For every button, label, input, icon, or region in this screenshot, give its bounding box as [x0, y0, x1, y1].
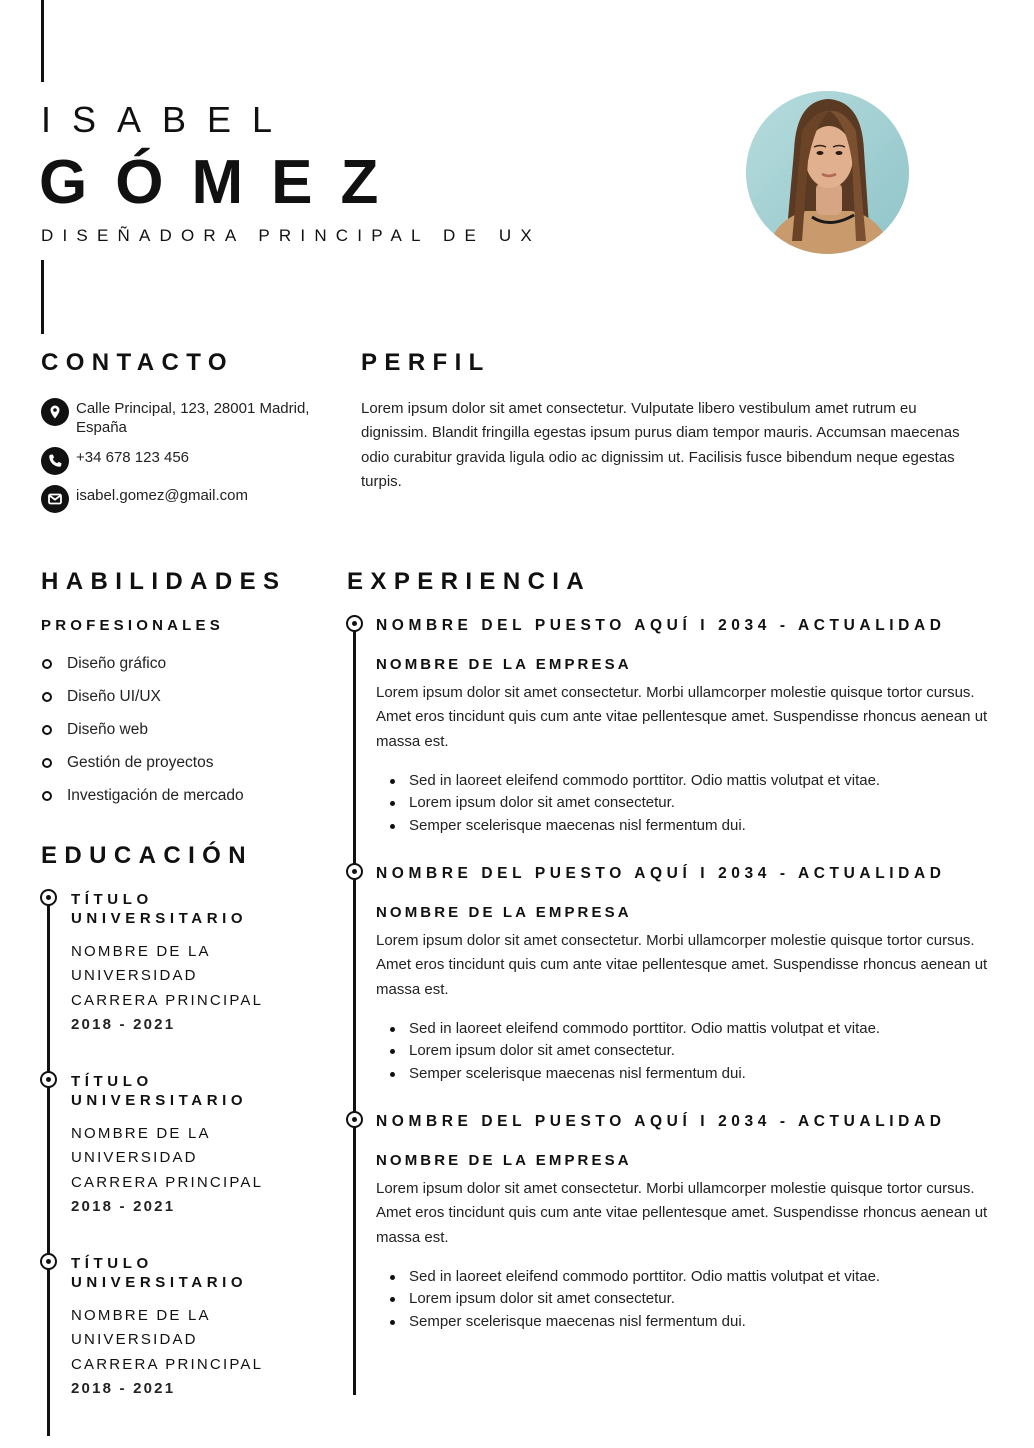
- job-bullets: [376, 1018, 996, 1086]
- job-heading: NOMBRE DEL PUESTO AQUÍ I 2034 - ACTUALIDAD: [376, 865, 946, 882]
- job-description: Lorem ipsum dolor sit amet consectetur. Morbi ullamcorper molestie quisque tortor cursus. Amet eros tincidunt quis cum ante vitae pellentesque amet. Suspendisse rhoncus aenean ut massa est.: [376, 684, 988, 750]
- experience-section-title: EXPERIENCIA: [347, 568, 592, 595]
- skill-item: [41, 713, 244, 746]
- contact-phone: [41, 447, 331, 475]
- last-name: GÓMEZ: [39, 148, 407, 217]
- job-bullets: [376, 1266, 996, 1334]
- bullet-item: Lorem ipsum dolor sit amet consectetur.: [409, 1040, 996, 1063]
- skill-label: Diseño UI/UX: [67, 687, 161, 705]
- years: 2018 - 2021: [71, 1197, 176, 1215]
- university-line1: NOMBRE DE LA: [71, 1125, 211, 1142]
- phone-icon: [41, 447, 69, 475]
- decorative-bar-bottom: [41, 260, 44, 334]
- contact-list: [41, 398, 331, 523]
- bullet-item: Lorem ipsum dolor sit amet consectetur.: [409, 1288, 996, 1311]
- university-line1: NOMBRE DE LA: [71, 1307, 211, 1324]
- job-description: Lorem ipsum dolor sit amet consectetur. Morbi ullamcorper molestie quisque tortor cursus. Amet eros tincidunt quis cum ante vitae pellentesque amet. Suspendisse rhoncus aenean ut massa est.: [376, 932, 988, 998]
- degree-line2: UNIVERSITARIO: [71, 910, 248, 927]
- major: CARRERA PRINCIPAL: [71, 1173, 264, 1191]
- bullet-item: Lorem ipsum dolor sit amet consectetur.: [409, 792, 996, 815]
- phone-text[interactable]: +34 678 123 456: [76, 449, 190, 466]
- skills-list: [41, 647, 244, 812]
- education-item: [71, 1254, 331, 1401]
- skills-section-title: HABILIDADES: [41, 568, 287, 595]
- university-name: [71, 1304, 331, 1401]
- major: CARRERA PRINCIPAL: [71, 991, 264, 1009]
- timeline-dot-icon: [40, 1071, 57, 1088]
- skill-label: Investigación de mercado: [67, 786, 244, 804]
- skill-label: Gestión de proyectos: [67, 753, 214, 771]
- circle-bullet-icon: [42, 659, 52, 669]
- circle-bullet-icon: [42, 692, 52, 702]
- timeline-dot-icon: [346, 863, 363, 880]
- address-text: Calle Principal, 123, 28001 Madrid, España: [76, 400, 310, 436]
- timeline-dot-icon: [40, 1253, 57, 1270]
- company-name: NOMBRE DE LA EMPRESA: [376, 904, 632, 921]
- education-section-title: EDUCACIÓN: [41, 842, 253, 869]
- first-name: ISABEL: [41, 99, 294, 140]
- profile-section-title: PERFIL: [361, 349, 491, 376]
- skill-item: [41, 680, 244, 713]
- profile-text: Lorem ipsum dolor sit amet consectetur. Vulputate libero vestibulum amet rutrum eu dignissim. Blandit fringilla egestas ipsum purus diam tempor mauris. Accumsan maecenas odio curabitur gravida ligula odio ac dignissim ut. Facilisis fusce bibendum neque egestas turpis.: [361, 400, 960, 490]
- university-name: [71, 1122, 331, 1219]
- university-name: [71, 940, 331, 1037]
- profile-photo: [746, 91, 909, 254]
- experience-item: [376, 1112, 996, 1333]
- bullet-item: Semper scelerisque maecenas nisl fermentum dui.: [409, 815, 996, 838]
- job-description: Lorem ipsum dolor sit amet consectetur. Morbi ullamcorper molestie quisque tortor cursus. Amet eros tincidunt quis cum ante vitae pellentesque amet. Suspendisse rhoncus aenean ut massa est.: [376, 1180, 988, 1246]
- university-line2: UNIVERSIDAD: [71, 1149, 198, 1167]
- timeline-dot-icon: [346, 1111, 363, 1128]
- degree-line2: UNIVERSITARIO: [71, 1274, 248, 1291]
- portrait-image: [746, 91, 909, 254]
- skill-label: Diseño gráfico: [67, 654, 167, 672]
- bullet-item: Sed in laoreet eleifend commodo porttitor. Odio mattis volutpat et vitae.: [409, 770, 996, 793]
- job-heading: NOMBRE DEL PUESTO AQUÍ I 2034 - ACTUALIDAD: [376, 1113, 946, 1130]
- timeline-dot-icon: [40, 889, 57, 906]
- skill-label: Diseño web: [67, 720, 148, 738]
- location-pin-icon: [41, 398, 69, 426]
- degree-line2: UNIVERSITARIO: [71, 1092, 248, 1109]
- skill-item: [41, 779, 244, 812]
- contact-section-title: CONTACTO: [41, 349, 234, 376]
- degree-line1: TÍTULO: [71, 1073, 153, 1090]
- circle-bullet-icon: [42, 725, 52, 735]
- contact-email: [41, 485, 331, 513]
- company-name: NOMBRE DE LA EMPRESA: [376, 1152, 632, 1169]
- university-line2: UNIVERSIDAD: [71, 1331, 198, 1349]
- education-timeline: [47, 898, 50, 1436]
- experience-timeline: [353, 623, 356, 1395]
- years: 2018 - 2021: [71, 1015, 176, 1033]
- company-name: NOMBRE DE LA EMPRESA: [376, 656, 632, 673]
- skill-item: [41, 746, 244, 779]
- degree-line1: TÍTULO: [71, 891, 153, 908]
- major: CARRERA PRINCIPAL: [71, 1355, 264, 1373]
- experience-item: [376, 616, 996, 837]
- education-item: [71, 1072, 331, 1219]
- bullet-item: Semper scelerisque maecenas nisl fermentum dui.: [409, 1311, 996, 1334]
- contact-address: [41, 398, 331, 437]
- experience-item: [376, 864, 996, 1085]
- mail-icon: [41, 485, 69, 513]
- decorative-bar-top: [41, 0, 44, 82]
- job-bullets: [376, 770, 996, 838]
- university-line2: UNIVERSIDAD: [71, 967, 198, 985]
- skills-subtitle: PROFESIONALES: [41, 617, 224, 634]
- years: 2018 - 2021: [71, 1379, 176, 1397]
- circle-bullet-icon: [42, 791, 52, 801]
- job-title: DISEÑADORA PRINCIPAL DE UX: [41, 226, 541, 245]
- education-item: [71, 890, 331, 1037]
- timeline-dot-icon: [346, 615, 363, 632]
- bullet-item: Sed in laoreet eleifend commodo porttitor. Odio mattis volutpat et vitae.: [409, 1018, 996, 1041]
- skill-item: [41, 647, 244, 680]
- bullet-item: Sed in laoreet eleifend commodo porttitor. Odio mattis volutpat et vitae.: [409, 1266, 996, 1289]
- university-line1: NOMBRE DE LA: [71, 943, 211, 960]
- job-heading: NOMBRE DEL PUESTO AQUÍ I 2034 - ACTUALIDAD: [376, 617, 946, 634]
- email-text[interactable]: isabel.gomez@gmail.com: [76, 487, 248, 504]
- bullet-item: Semper scelerisque maecenas nisl fermentum dui.: [409, 1063, 996, 1086]
- circle-bullet-icon: [42, 758, 52, 768]
- degree-line1: TÍTULO: [71, 1255, 153, 1272]
